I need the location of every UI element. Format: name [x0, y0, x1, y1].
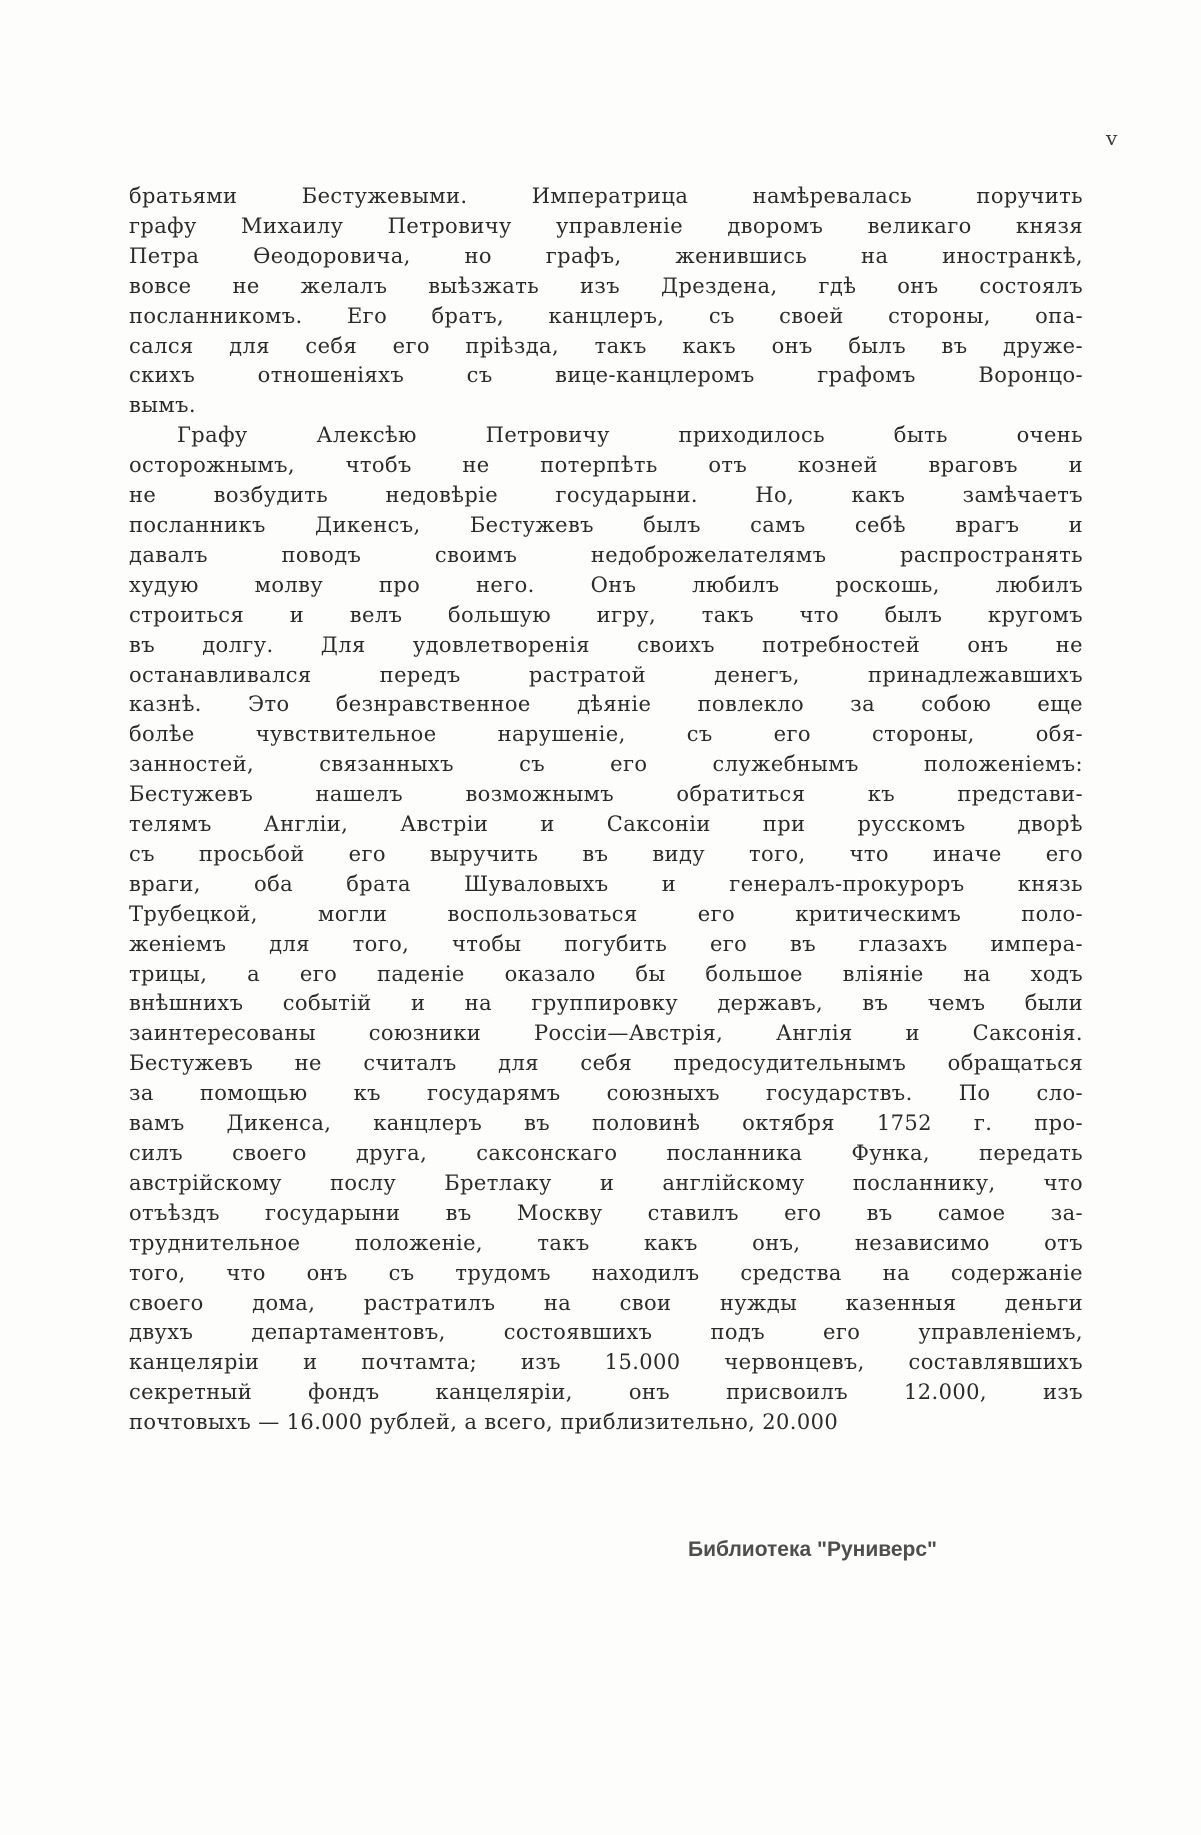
- text-line: за помощью къ государямъ союзныхъ государствъ. По сло-: [129, 1081, 1083, 1106]
- text-line: канцеляріи и почтамта; изъ 15.000 червонцевъ, составлявшихъ: [129, 1350, 1083, 1375]
- page-number: v: [1106, 126, 1118, 150]
- text-line: болѣе чувствительное нарушеніе, съ его стороны, обя-: [129, 722, 1083, 747]
- text-line: не возбудить недовѣріе государыни. Но, какъ замѣчаетъ: [129, 483, 1083, 508]
- text-line: останавливался передъ растратой денегъ, принадлежавшихъ: [129, 662, 1083, 687]
- text-line: враги, оба брата Шуваловыхъ и генералъ-прокуроръ князь: [129, 871, 1083, 896]
- paragraph: [129, 182, 1083, 421]
- text-line: посланникъ Дикенсъ, Бестужевъ былъ самъ себѣ врагъ и: [129, 512, 1083, 537]
- text-line: вымъ.: [129, 393, 196, 418]
- text-line: съ просьбой его выручить въ виду того, что иначе его: [129, 841, 1083, 866]
- text-line: внѣшнихъ событій и на группировку державъ, въ чемъ были: [129, 991, 1083, 1016]
- text-line: казнѣ. Это безнравственное дѣяніе повлекло за собою еще: [129, 692, 1083, 717]
- text-line: отъѣздъ государыни въ Москву ставилъ его въ самое за-: [129, 1200, 1083, 1225]
- text-line: графу Михаилу Петровичу управленіе дворомъ великаго князя: [129, 213, 1083, 238]
- text-line: женіемъ для того, чтобы погубить его въ глазахъ импера-: [129, 931, 1083, 956]
- text-line: вовсе не желалъ выѣзжать изъ Дрездена, гдѣ онъ состоялъ: [129, 273, 1083, 298]
- text-line: худую молву про него. Онъ любилъ роскошь, любилъ: [129, 572, 1083, 597]
- library-watermark: Библиотека "Руниверс": [688, 1538, 938, 1561]
- text-line: двухъ департаментовъ, состоявшихъ подъ его управленіемъ,: [129, 1320, 1083, 1345]
- text-line: трицы, а его паденіе оказало бы большое вліяніе на ходъ: [129, 961, 1083, 986]
- text-block: [129, 182, 1083, 1438]
- text-line: почтовыхъ — 16.000 рублей, а всего, приблизительно, 20.000: [129, 1410, 839, 1435]
- text-line: силъ своего друга, саксонскаго посланника Функа, передать: [129, 1141, 1083, 1165]
- text-line: въ долгу. Для удовлетворенія своихъ потребностей онъ не: [129, 632, 1083, 657]
- text-line: давалъ поводъ своимъ недоброжелателямъ распространять: [129, 542, 1083, 567]
- text-line: строиться и велъ большую игру, такъ что былъ кругомъ: [129, 602, 1083, 627]
- text-line: телямъ Англіи, Австріи и Саксоніи при русскомъ дворѣ: [129, 812, 1083, 837]
- text-line: сался для себя его пріѣзда, такъ какъ онъ былъ въ друже-: [129, 333, 1083, 358]
- text-line: Графу Алексѣю Петровичу приходилось быть очень: [177, 423, 1083, 448]
- text-line: австрійскому послу Бретлаку и англійскому посланнику, что: [129, 1170, 1083, 1195]
- text-line: Бестужевъ не считалъ для себя предосудительнымъ обращаться: [129, 1051, 1083, 1076]
- text-line: посланникомъ. Его братъ, канцлеръ, съ своей стороны, опа-: [129, 303, 1083, 328]
- text-line: заинтересованы союзники Россіи—Австрія, Англія и Саксонія.: [129, 1021, 1083, 1046]
- text-line: братьями Бестужевыми. Императрица намѣревалась поручить: [129, 184, 1083, 208]
- text-line: того, что онъ съ трудомъ находилъ средства на содержаніе: [129, 1260, 1083, 1285]
- paragraph: [129, 421, 1083, 1438]
- text-line: Петра Ѳеодоровича, но графъ, женившись на иностранкѣ,: [129, 243, 1083, 268]
- text-line: осторожнымъ, чтобъ не потерпѣть отъ козней враговъ и: [129, 453, 1083, 478]
- text-line: секретный фондъ канцеляріи, онъ присвоилъ 12.000, изъ: [129, 1380, 1083, 1405]
- text-line: своего дома, растратилъ на свои нужды казенныя деньги: [129, 1290, 1083, 1315]
- text-line: скихъ отношеніяхъ съ вице-канцлеромъ графомъ Воронцо-: [129, 363, 1083, 388]
- text-line: Бестужевъ нашелъ возможнымъ обратиться къ представи-: [129, 782, 1083, 807]
- text-line: Трубецкой, могли воспользоваться его критическимъ поло-: [129, 901, 1083, 926]
- text-line: труднительное положеніе, такъ какъ онъ, независимо отъ: [129, 1230, 1083, 1255]
- text-line: занностей, связанныхъ съ его служебнымъ положеніемъ:: [129, 752, 1083, 777]
- text-line: вамъ Дикенса, канцлеръ въ половинѣ октября 1752 г. про-: [129, 1111, 1083, 1136]
